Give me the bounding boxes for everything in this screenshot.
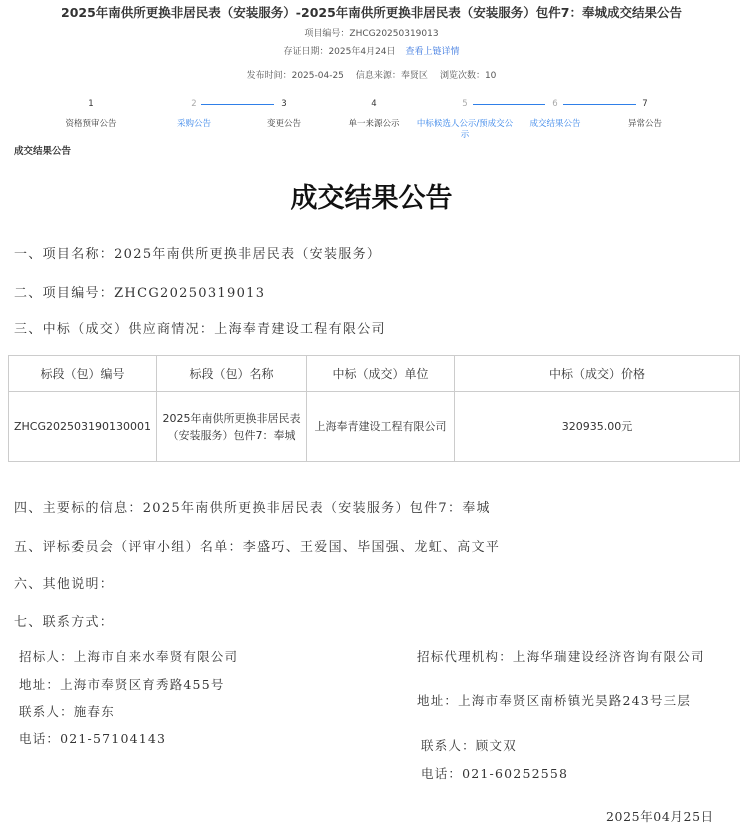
- archive-date-value: 2025年4月24日: [328, 47, 396, 57]
- project-number-label: 项目编号：: [304, 29, 350, 39]
- step-label: 成交结果公告: [529, 119, 581, 129]
- step-prequalification[interactable]: [41, 98, 141, 130]
- source-label: 信息来源：: [355, 71, 401, 81]
- section-project-name: 一、项目名称：2025年南供所更换非居民表（安装服务）: [14, 247, 382, 262]
- agency-contact-person: 联系人：顾文双: [421, 738, 517, 753]
- source-value: 奉贤区: [400, 71, 428, 81]
- agency-phone: 电话：021-60252558: [421, 766, 569, 781]
- meta-line: [0, 68, 743, 81]
- step-label: 资格预审公告: [65, 119, 117, 129]
- step-exception-notice[interactable]: [595, 98, 695, 130]
- step-single-source[interactable]: [324, 98, 424, 130]
- cell-winner: 上海奉青建设工程有限公司: [307, 392, 455, 462]
- column-header: 标段（包）编号: [9, 356, 157, 392]
- project-number-line: [0, 26, 743, 39]
- step-label: 异常公告: [627, 119, 662, 129]
- chain-detail-link[interactable]: 查看上链详情: [405, 47, 460, 57]
- table-header-row: [9, 356, 740, 392]
- step-change-notice[interactable]: [234, 98, 334, 130]
- buyer-address: 地址：上海市奉贤区育秀路455号: [19, 677, 225, 692]
- breadcrumb: 成交结果公告: [14, 146, 72, 157]
- step-label: 采购公告: [176, 119, 211, 129]
- process-steps: [0, 98, 743, 148]
- section-committee: 五、评标委员会（评审小组）名单：李盛巧、王爱国、毕国强、龙虹、高文平: [14, 540, 501, 555]
- views-count: 10: [484, 71, 497, 81]
- step-number: 4: [371, 99, 377, 109]
- cell-lot-code: ZHCG202503190130001: [9, 392, 157, 462]
- sign-date: 2025年04月25日: [606, 809, 714, 824]
- cell-lot-name: 2025年南供所更换非居民表（安装服务）包件7：奉城: [157, 392, 307, 462]
- section-project-number: 二、项目编号：ZHCG20250319013: [14, 286, 266, 301]
- result-table: [8, 355, 740, 462]
- step-number: 1: [88, 99, 94, 109]
- column-header: 中标（成交）价格: [455, 356, 740, 392]
- table-row: [9, 392, 740, 462]
- document-title: 成交结果公告: [290, 183, 453, 214]
- buyer-name: 招标人：上海市自来水奉贤有限公司: [19, 649, 239, 664]
- step-label: 单一来源公示: [348, 119, 400, 129]
- section-supplier: 三、中标（成交）供应商情况：上海奉青建设工程有限公司: [14, 322, 386, 337]
- publish-date: 2025-04-25: [291, 71, 344, 81]
- column-header: 中标（成交）单位: [307, 356, 455, 392]
- column-header: 标段（包）名称: [157, 356, 307, 392]
- step-number: 7: [642, 99, 648, 109]
- step-number: 5: [462, 99, 468, 109]
- archive-line: [0, 44, 743, 57]
- step-number: 6: [552, 99, 558, 109]
- page-title: 2025年南供所更换非居民表（安装服务）-2025年南供所更换非居民表（安装服务）包件7：奉城成交结果公告: [61, 5, 682, 20]
- step-label: 中标候选人公示/预成交公示: [416, 119, 514, 140]
- step-result-notice[interactable]: [505, 98, 605, 130]
- views-label: 浏览次数：: [439, 71, 485, 81]
- cell-price: 320935.00元: [455, 392, 740, 462]
- buyer-contact-person: 联系人：施春东: [19, 704, 115, 719]
- buyer-phone: 电话：021-57104143: [19, 731, 167, 746]
- section-subject: 四、主要标的信息：2025年南供所更换非居民表（安装服务）包件7：奉城: [14, 501, 491, 516]
- step-purchase-notice[interactable]: [144, 98, 244, 130]
- step-label: 变更公告: [266, 119, 301, 129]
- project-number-value: ZHCG20250319013: [349, 29, 439, 39]
- section-other: 六、其他说明：: [14, 577, 115, 592]
- agency-name: 招标代理机构：上海华瑞建设经济咨询有限公司: [417, 649, 705, 664]
- section-contact: 七、联系方式：: [14, 615, 115, 630]
- publish-label: 发布时间：: [246, 71, 292, 81]
- agency-address: 地址：上海市奉贤区南桥镇光昊路243号三层: [417, 693, 692, 708]
- step-candidate-notice[interactable]: [415, 98, 515, 141]
- step-number: 2: [191, 99, 197, 109]
- step-number: 3: [281, 99, 287, 109]
- archive-date-label: 存证日期：: [283, 47, 329, 57]
